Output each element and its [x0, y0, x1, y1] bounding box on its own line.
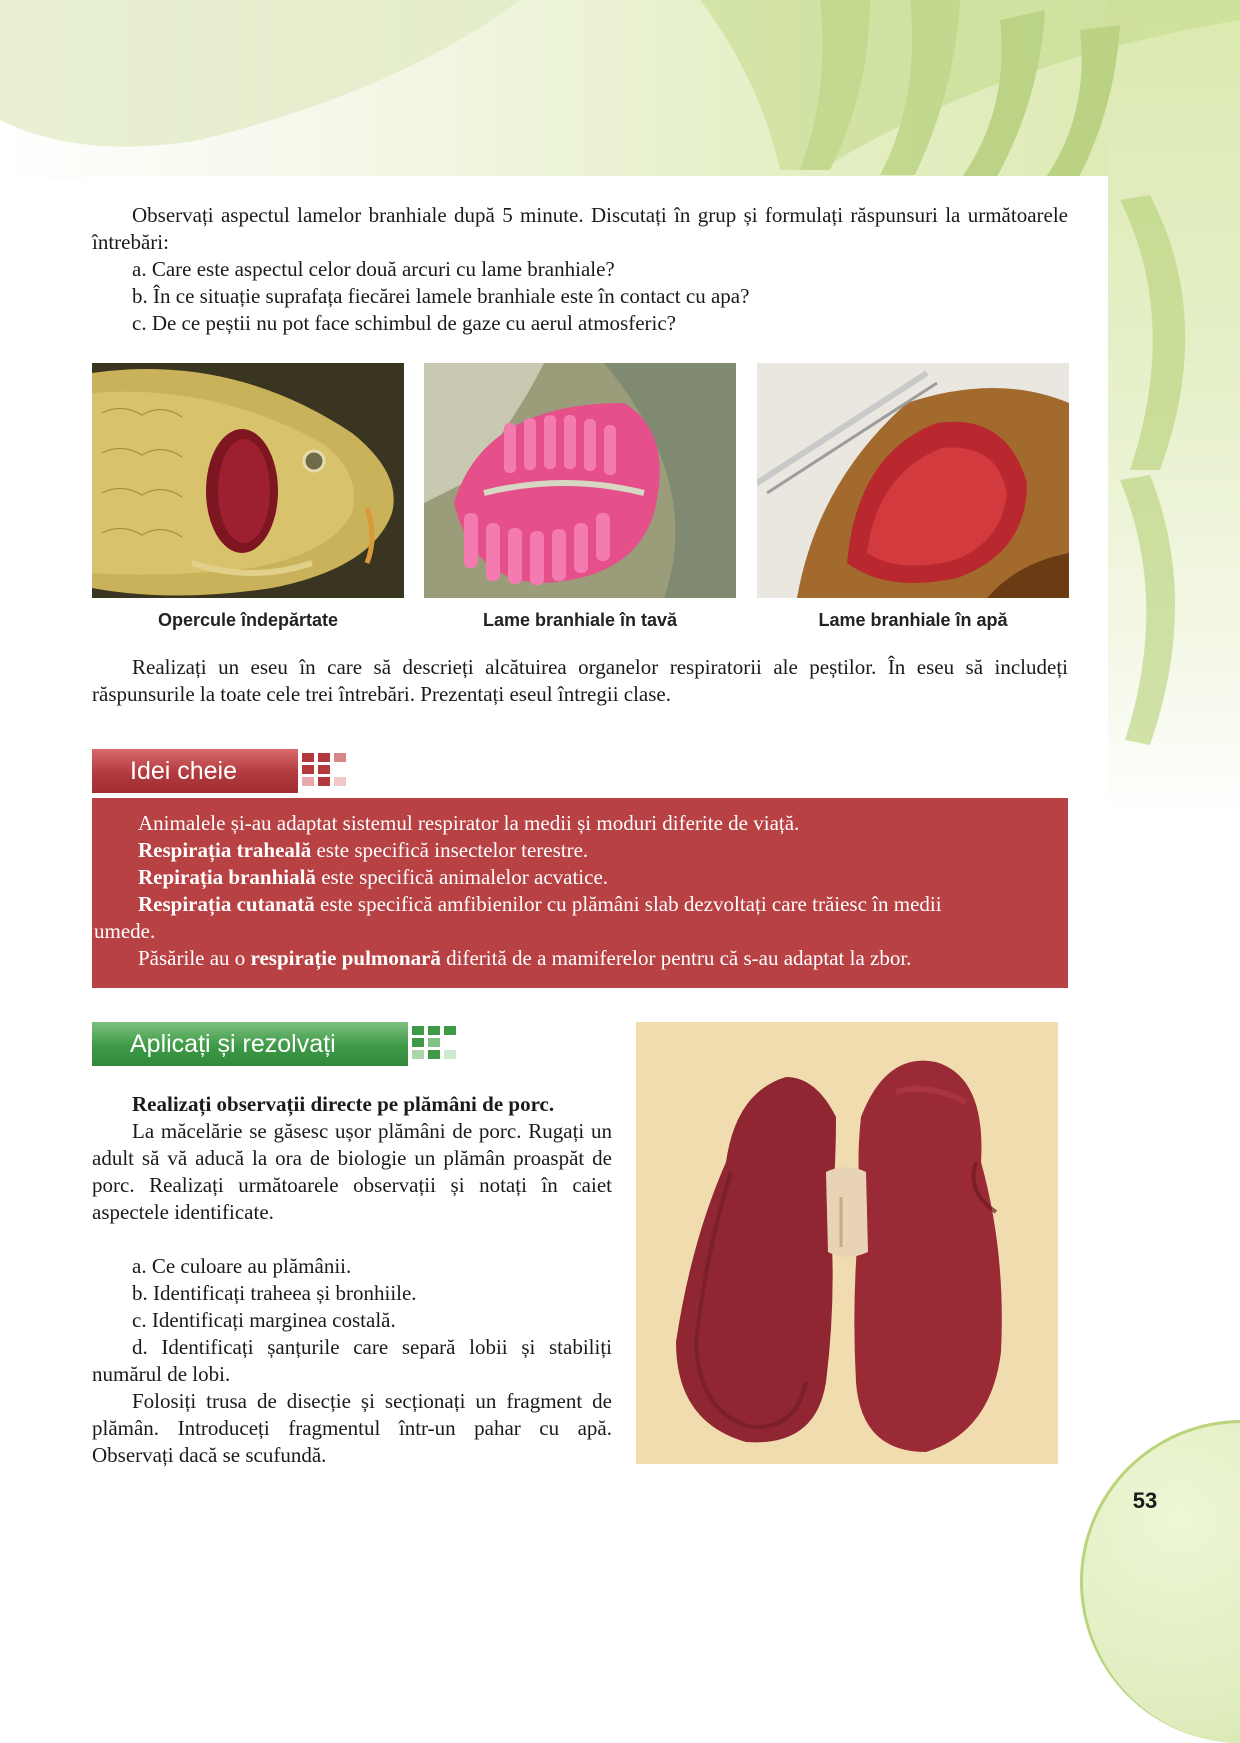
apply-item-b: b. Identificați traheea și bronhiile.	[132, 1281, 417, 1305]
apply-item-c: c. Identificați marginea costală.	[132, 1308, 396, 1332]
key-ideas-squares	[302, 749, 358, 793]
key-idea-3: Repirația branhială este specifică animalelor acvatice.	[138, 865, 609, 889]
key-idea-5: Păsările au o respirație pulmonară diferită de a mamiferelor pentru că s-au adaptat la zbor.	[138, 946, 912, 970]
key-idea-1: Animalele și-au adaptat sistemul respirator la medii și moduri diferite de viață.	[138, 811, 800, 835]
key-idea-4-cont: umede.	[94, 919, 156, 943]
photo-gills-in-water	[757, 363, 1069, 598]
apply-item-d: d. Identificați șanțurile care separă lobii și stabiliți numărul de lobi.	[92, 1335, 612, 1386]
key-ideas-title: Idei cheie	[92, 749, 298, 793]
essay-paragraph: Realizați un eseu în care să descrieți alcătuirea organelor respiratorii ale peștilor. În eseu să includeți răspunsurile la toate cele trei întrebări. Prezentați eseul întregii clase.	[92, 655, 1068, 706]
apply-final-paragraph: Folosiți trusa de disecție și secționați un fragment de plămân. Introduceți fragmentul într-un pahar cu apă. Observați dacă se scufundă.	[92, 1389, 612, 1467]
caption-opercula: Opercule îndepărtate	[157, 610, 339, 630]
apply-item-a: a. Ce culoare au plămânii.	[132, 1254, 352, 1278]
apply-banner	[92, 1022, 468, 1066]
corner-decoration	[1080, 1420, 1240, 1743]
caption-gills-water: Lame branhiale în apă	[818, 610, 1008, 630]
key-ideas-banner	[92, 749, 358, 793]
key-idea-4: Respirația cutanată este specifică amfibienilor cu plămâni slab dezvoltați care trăiesc în medii	[138, 892, 942, 916]
question-a: a. Care este aspectul celor două arcuri cu lame branhiale?	[132, 257, 615, 281]
key-ideas-box	[92, 798, 1068, 988]
question-c: c. De ce peștii nu pot face schimbul de gaze cu aerul atmosferic?	[132, 311, 677, 335]
question-b: b. În ce situație suprafața fiecărei lamele branhiale este în contact cu apa?	[132, 284, 750, 308]
page-number: 53	[1132, 1488, 1158, 1513]
apply-heading: Realizați observații directe pe plămâni de porc.	[132, 1092, 555, 1116]
photo-pig-lungs	[636, 1022, 1058, 1464]
intro-paragraph: Observați aspectul lamelor branhiale după 5 minute. Discutați în grup și formulați răspunsuri la următoarele întrebări:	[92, 203, 1068, 254]
apply-title: Aplicați și rezolvați	[92, 1022, 408, 1066]
photo-gills-in-tray	[424, 363, 736, 598]
apply-squares	[412, 1022, 468, 1066]
photo-fish-opercula-removed	[92, 363, 404, 598]
caption-gills-tray: Lame branhiale în tavă	[482, 610, 678, 630]
key-idea-2: Respirația traheală este specifică insectelor terestre.	[138, 838, 589, 862]
apply-paragraph: La măcelărie se găsesc ușor plămâni de porc. Rugați un adult să vă aducă la ora de biologie un plămân proaspăt de porc. Realizați următoarele observații și notați în caiet aspectele identificate.	[92, 1119, 612, 1224]
